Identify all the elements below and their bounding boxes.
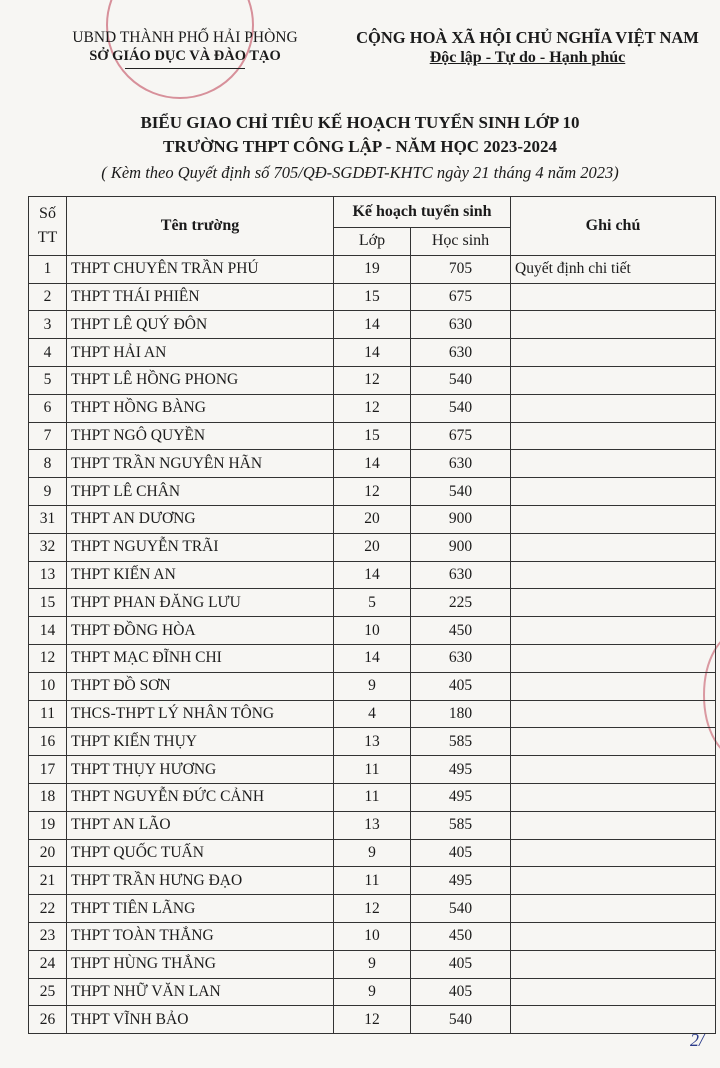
row-school-name: THPT TRẦN HƯNG ĐẠO [67,867,334,895]
row-stt: 32 [29,533,67,561]
row-students: 540 [411,1006,511,1034]
document-title-line2: TRƯỜNG THPT CÔNG LẬP - NĂM HỌC 2023-2024 [163,137,557,156]
row-students: 405 [411,950,511,978]
row-students: 405 [411,672,511,700]
row-classes: 11 [334,867,411,895]
table-row [29,311,716,339]
page-initials: 2/ [690,1030,705,1050]
row-students: 180 [411,700,511,728]
row-note [511,950,716,978]
row-classes: 12 [334,478,411,506]
row-school-name: THPT ĐỒNG HÒA [67,617,334,645]
row-note [511,811,716,839]
table-row [29,728,716,756]
row-school-name: THPT LÊ CHÂN [67,478,334,506]
row-students: 540 [411,366,511,394]
table-row [29,867,716,895]
row-stt: 10 [29,672,67,700]
header-note: Ghi chú [511,197,716,256]
row-classes: 10 [334,617,411,645]
table-row [29,950,716,978]
table-body [29,255,716,1033]
header-stt: Số TT [29,197,67,256]
table-row [29,895,716,923]
row-stt: 14 [29,617,67,645]
row-note [511,339,716,367]
row-classes: 12 [334,1006,411,1034]
row-school-name: THPT KIẾN THỤY [67,728,334,756]
row-classes: 20 [334,505,411,533]
table-row [29,672,716,700]
row-school-name: THPT TIÊN LÃNG [67,895,334,923]
row-stt: 2 [29,283,67,311]
row-school-name: THPT AN LÃO [67,811,334,839]
row-school-name: THPT NGUYỄN ĐỨC CẢNH [67,783,334,811]
row-stt: 5 [29,366,67,394]
row-students: 540 [411,895,511,923]
row-school-name: THPT NHỮ VĂN LAN [67,978,334,1006]
row-note [511,283,716,311]
header-classes: Lớp [334,228,411,256]
row-students: 495 [411,867,511,895]
row-note [511,978,716,1006]
row-school-name: THPT THỤY HƯƠNG [67,756,334,784]
row-classes: 15 [334,283,411,311]
table-row [29,922,716,950]
row-classes: 13 [334,811,411,839]
row-note [511,505,716,533]
row-stt: 7 [29,422,67,450]
row-students: 585 [411,811,511,839]
row-stt: 20 [29,839,67,867]
row-note: Quyết định chi tiết [511,255,716,283]
row-stt: 18 [29,783,67,811]
row-students: 405 [411,839,511,867]
row-school-name: THPT AN DƯƠNG [67,505,334,533]
row-school-name: THPT LÊ HỒNG PHONG [67,366,334,394]
row-school-name: THCS-THPT LÝ NHÂN TÔNG [67,700,334,728]
row-students: 630 [411,450,511,478]
row-school-name: THPT MẠC ĐĨNH CHI [67,644,334,672]
row-stt: 8 [29,450,67,478]
row-classes: 11 [334,783,411,811]
row-stt: 26 [29,1006,67,1034]
table-row [29,422,716,450]
row-classes: 5 [334,589,411,617]
row-stt: 3 [29,311,67,339]
row-school-name: THPT NGUYỄN TRÃI [67,533,334,561]
row-note [511,783,716,811]
row-school-name: THPT KIẾN AN [67,561,334,589]
row-school-name: THPT TOÀN THẮNG [67,922,334,950]
row-school-name: THPT CHUYÊN TRẦN PHÚ [67,255,334,283]
row-stt: 12 [29,644,67,672]
row-note [511,922,716,950]
row-school-name: THPT NGÔ QUYỀN [67,422,334,450]
row-note [511,589,716,617]
row-stt: 16 [29,728,67,756]
table-row [29,1006,716,1034]
row-note [511,1006,716,1034]
divider [125,68,245,69]
row-note [511,756,716,784]
table-row [29,561,716,589]
row-classes: 10 [334,922,411,950]
row-students: 675 [411,283,511,311]
issuing-authority [40,28,330,69]
row-classes: 9 [334,978,411,1006]
row-school-name: THPT LÊ QUÝ ĐÔN [67,311,334,339]
row-classes: 4 [334,700,411,728]
row-classes: 12 [334,394,411,422]
row-note [511,700,716,728]
row-stt: 13 [29,561,67,589]
row-stt: 21 [29,867,67,895]
header-students: Học sinh [411,228,511,256]
row-stt: 23 [29,922,67,950]
row-students: 495 [411,783,511,811]
row-stt: 19 [29,811,67,839]
row-note [511,895,716,923]
row-school-name: THPT TRẦN NGUYÊN HÃN [67,450,334,478]
row-classes: 9 [334,950,411,978]
table-row [29,839,716,867]
row-classes: 20 [334,533,411,561]
row-school-name: THPT HÙNG THẮNG [67,950,334,978]
row-note [511,422,716,450]
table-row [29,339,716,367]
table-row [29,617,716,645]
row-students: 630 [411,644,511,672]
row-stt: 6 [29,394,67,422]
row-note [511,617,716,645]
authority-line2: SỞ GIÁO DỤC VÀ ĐÀO TẠO [89,48,281,64]
row-stt: 17 [29,756,67,784]
row-school-name: THPT ĐỒ SƠN [67,672,334,700]
row-students: 540 [411,394,511,422]
enrollment-table [28,196,716,1034]
row-note [511,839,716,867]
row-classes: 12 [334,895,411,923]
row-note [511,533,716,561]
table-row [29,533,716,561]
row-stt: 24 [29,950,67,978]
row-note [511,366,716,394]
row-students: 225 [411,589,511,617]
table-row [29,811,716,839]
table-row [29,283,716,311]
document-subtitle: ( Kèm theo Quyết định số 705/QĐ-SGDĐT-KHTC ngày 21 tháng 4 năm 2023) [101,163,619,182]
row-classes: 11 [334,756,411,784]
table-row [29,478,716,506]
row-students: 630 [411,561,511,589]
national-motto: Độc lập - Tự do - Hạnh phúc [429,49,626,66]
row-classes: 12 [334,366,411,394]
row-classes: 14 [334,311,411,339]
row-stt: 25 [29,978,67,1006]
table-row [29,394,716,422]
table-row [29,700,716,728]
row-stt: 11 [29,700,67,728]
row-classes: 9 [334,672,411,700]
national-line1: CỘNG HOÀ XÃ HỘI CHỦ NGHĨA VIỆT NAM [356,28,699,47]
table-row [29,756,716,784]
document-title: BIỂU GIAO CHỈ TIÊU KẾ HOẠCH TUYỂN SINH LỚP 10 [140,113,580,132]
row-students: 705 [411,255,511,283]
table-row [29,644,716,672]
row-stt: 9 [29,478,67,506]
row-note [511,450,716,478]
row-classes: 14 [334,450,411,478]
row-students: 540 [411,478,511,506]
row-school-name: THPT QUỐC TUẤN [67,839,334,867]
authority-line1: UBND THÀNH PHỐ HẢI PHÒNG [72,29,298,46]
row-students: 585 [411,728,511,756]
row-students: 450 [411,922,511,950]
table-row [29,783,716,811]
row-note [511,561,716,589]
row-school-name: THPT HỒNG BÀNG [67,394,334,422]
table-row [29,978,716,1006]
row-classes: 14 [334,561,411,589]
row-note [511,311,716,339]
row-note [511,867,716,895]
row-classes: 19 [334,255,411,283]
row-stt: 31 [29,505,67,533]
row-classes: 14 [334,339,411,367]
row-students: 405 [411,978,511,1006]
row-note [511,728,716,756]
table-row [29,255,716,283]
row-school-name: THPT HẢI AN [67,339,334,367]
row-stt: 4 [29,339,67,367]
row-classes: 13 [334,728,411,756]
row-stt: 1 [29,255,67,283]
row-note [511,394,716,422]
row-students: 900 [411,505,511,533]
row-school-name: THPT THÁI PHIÊN [67,283,334,311]
row-school-name: THPT VĨNH BẢO [67,1006,334,1034]
row-students: 630 [411,339,511,367]
row-stt: 22 [29,895,67,923]
row-classes: 14 [334,644,411,672]
header-name: Tên trường [67,197,334,256]
row-students: 900 [411,533,511,561]
row-students: 675 [411,422,511,450]
national-heading [340,28,715,68]
row-note [511,478,716,506]
header-plan: Kế hoạch tuyển sinh [334,197,511,228]
table-row [29,589,716,617]
table-row [29,450,716,478]
row-school-name: THPT PHAN ĐĂNG LƯU [67,589,334,617]
row-students: 630 [411,311,511,339]
row-note [511,672,716,700]
row-students: 495 [411,756,511,784]
row-stt: 15 [29,589,67,617]
row-note [511,644,716,672]
row-classes: 15 [334,422,411,450]
table-row [29,366,716,394]
row-students: 450 [411,617,511,645]
table-row [29,505,716,533]
row-classes: 9 [334,839,411,867]
